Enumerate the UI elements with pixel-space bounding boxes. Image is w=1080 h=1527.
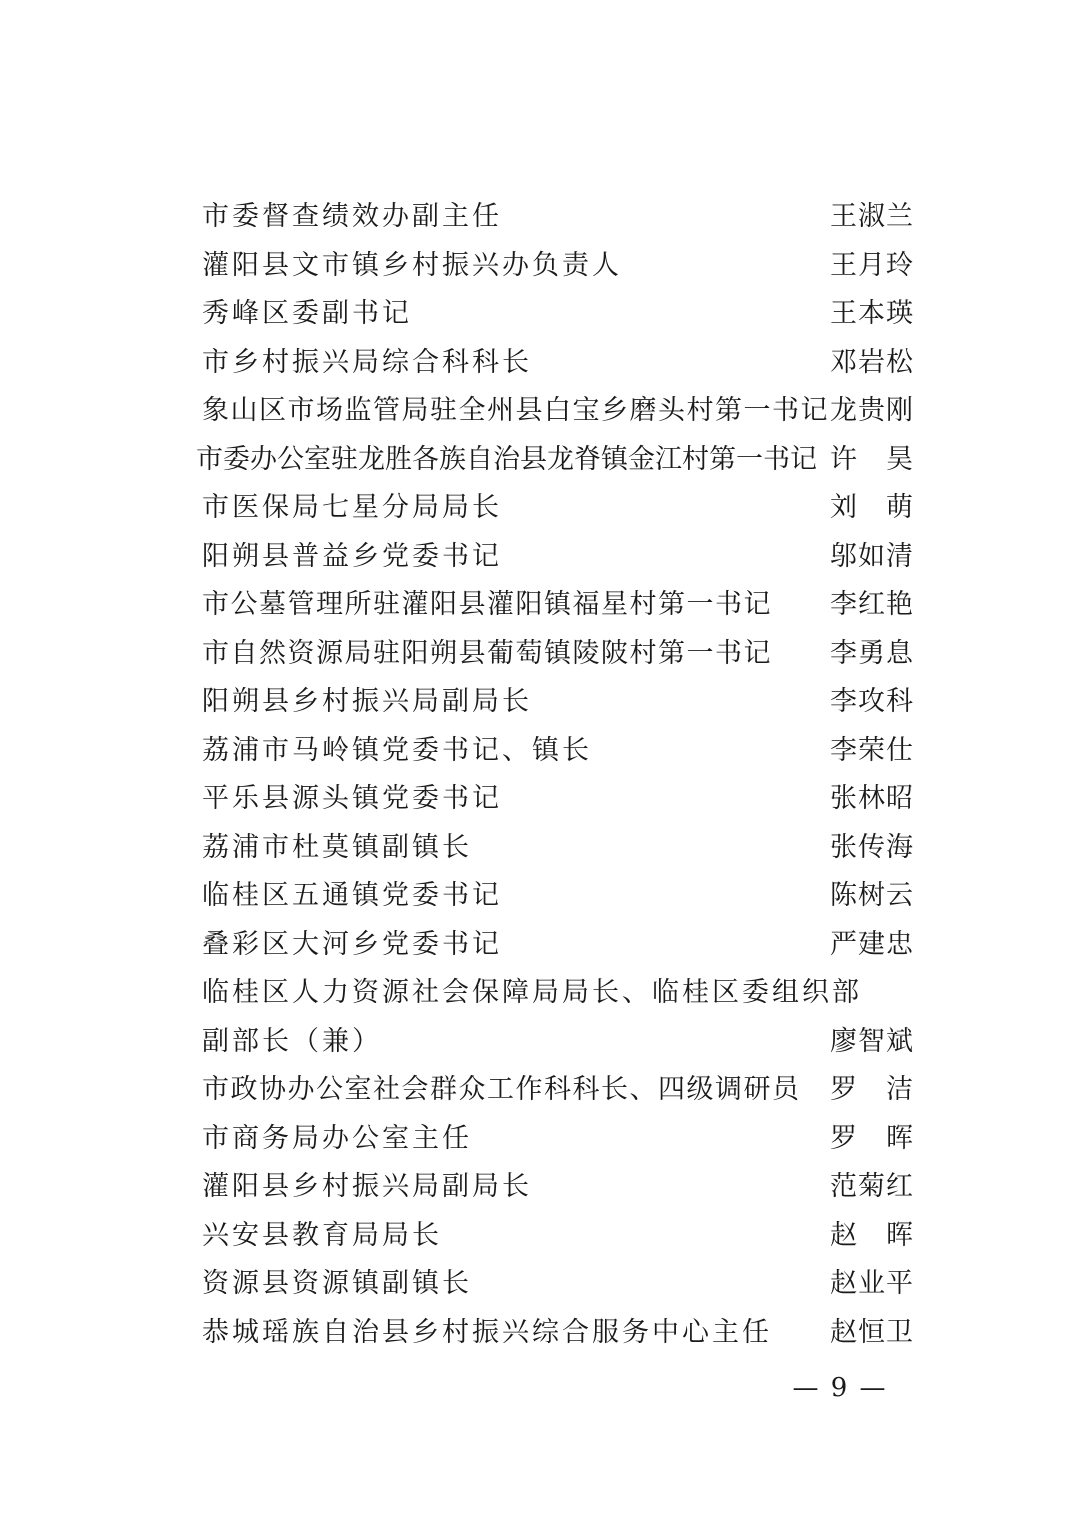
entry-title: 市自然资源局驻阳朔县葡萄镇陵陂村第一书记 — [202, 637, 772, 669]
entry-title: 资源县资源镇副镇长 — [202, 1268, 472, 1299]
list-item — [202, 387, 914, 436]
entry-name: 王月玲 — [830, 249, 914, 281]
entry-title: 兴安县教育局局长 — [202, 1219, 442, 1251]
list-item — [196, 436, 914, 485]
entry-name: 范菊红 — [830, 1171, 914, 1202]
list-item — [202, 1309, 914, 1358]
list-item — [202, 630, 914, 679]
entry-title: 市医保局七星分局局长 — [202, 492, 502, 523]
entry-name: 邓岩松 — [830, 346, 914, 378]
entry-name: 李攻科 — [830, 686, 914, 717]
entry-name: 赵 晖 — [830, 1219, 914, 1251]
entry-title: 市委督查绩效办副主任 — [202, 201, 502, 232]
entry-title: 阳朔县乡村振兴局副局长 — [202, 686, 532, 717]
entry-name: 王本瑛 — [830, 298, 914, 329]
entry-title: 副部长（兼） — [202, 1025, 382, 1057]
list-item — [202, 484, 914, 533]
entry-title: 叠彩区大河乡党委书记 — [202, 928, 502, 960]
entry-title: 灌阳县乡村振兴局副局长 — [202, 1171, 532, 1202]
entry-title: 阳朔县普益乡党委书记 — [202, 540, 502, 572]
entry-title: 临桂区人力资源社会保障局局长、临桂区委组织部 — [202, 977, 862, 1008]
entry-name: 邬如清 — [830, 540, 914, 572]
list-item — [202, 1066, 914, 1115]
list-item — [202, 872, 914, 921]
list-item — [202, 1115, 914, 1164]
entry-name: 张传海 — [830, 831, 914, 863]
entry-title: 平乐县源头镇党委书记 — [202, 783, 502, 814]
entry-title: 市公墓管理所驻灌阳县灌阳镇福星村第一书记 — [202, 589, 772, 620]
list-item — [202, 339, 914, 388]
entry-name: 王淑兰 — [830, 201, 914, 232]
list-item — [202, 290, 914, 339]
page-number: — 9 — — [792, 1373, 888, 1403]
list-item — [202, 678, 914, 727]
entry-name: 许 昊 — [830, 443, 914, 475]
entry-title: 秀峰区委副书记 — [202, 298, 412, 329]
entry-title: 临桂区五通镇党委书记 — [202, 880, 502, 911]
list-item — [202, 1260, 914, 1309]
list-item — [202, 824, 914, 873]
list-item — [202, 727, 914, 776]
list-item — [202, 581, 914, 630]
entry-name: 廖智斌 — [830, 1025, 914, 1057]
list-item — [202, 193, 914, 242]
entry-name: 罗 洁 — [830, 1074, 914, 1105]
entry-name: 赵业平 — [830, 1268, 914, 1299]
entry-title: 荔浦市杜莫镇副镇长 — [202, 831, 472, 863]
entry-name: 张林昭 — [830, 783, 914, 814]
entry-title: 市政协办公室社会群众工作科科长、四级调研员 — [202, 1074, 801, 1105]
entry-title: 市委办公室驻龙胜各族自治县龙脊镇金江村第一书记 — [196, 443, 817, 475]
entry-title: 灌阳县文市镇乡村振兴办负责人 — [202, 249, 622, 281]
entry-name: 李荣仕 — [830, 734, 914, 766]
entry-title: 市乡村振兴局综合科科长 — [202, 346, 532, 378]
entry-title: 荔浦市马岭镇党委书记、镇长 — [202, 734, 592, 766]
list-item — [202, 1018, 914, 1067]
entry-title: 象山区市场监管局驻全州县白宝乡磨头村第一书记 — [202, 395, 829, 426]
entry-name: 陈树云 — [830, 880, 914, 911]
entry-name: 龙贵刚 — [830, 395, 914, 426]
entry-name: 罗 晖 — [830, 1122, 914, 1154]
list-item — [202, 242, 914, 291]
list-item — [202, 775, 914, 824]
list-item — [202, 1163, 914, 1212]
entry-title: 市商务局办公室主任 — [202, 1122, 472, 1154]
entry-name: 李勇息 — [830, 637, 914, 669]
entry-name: 刘 萌 — [830, 492, 914, 523]
entry-name: 李红艳 — [830, 589, 914, 620]
entry-name: 赵恒卫 — [830, 1316, 914, 1348]
list-item — [202, 969, 914, 1018]
honoree-list — [196, 193, 914, 1357]
entry-name: 严建忠 — [830, 928, 914, 960]
list-item — [202, 533, 914, 582]
list-item — [202, 1212, 914, 1261]
list-item — [202, 921, 914, 970]
entry-title: 恭城瑶族自治县乡村振兴综合服务中心主任 — [202, 1316, 772, 1348]
